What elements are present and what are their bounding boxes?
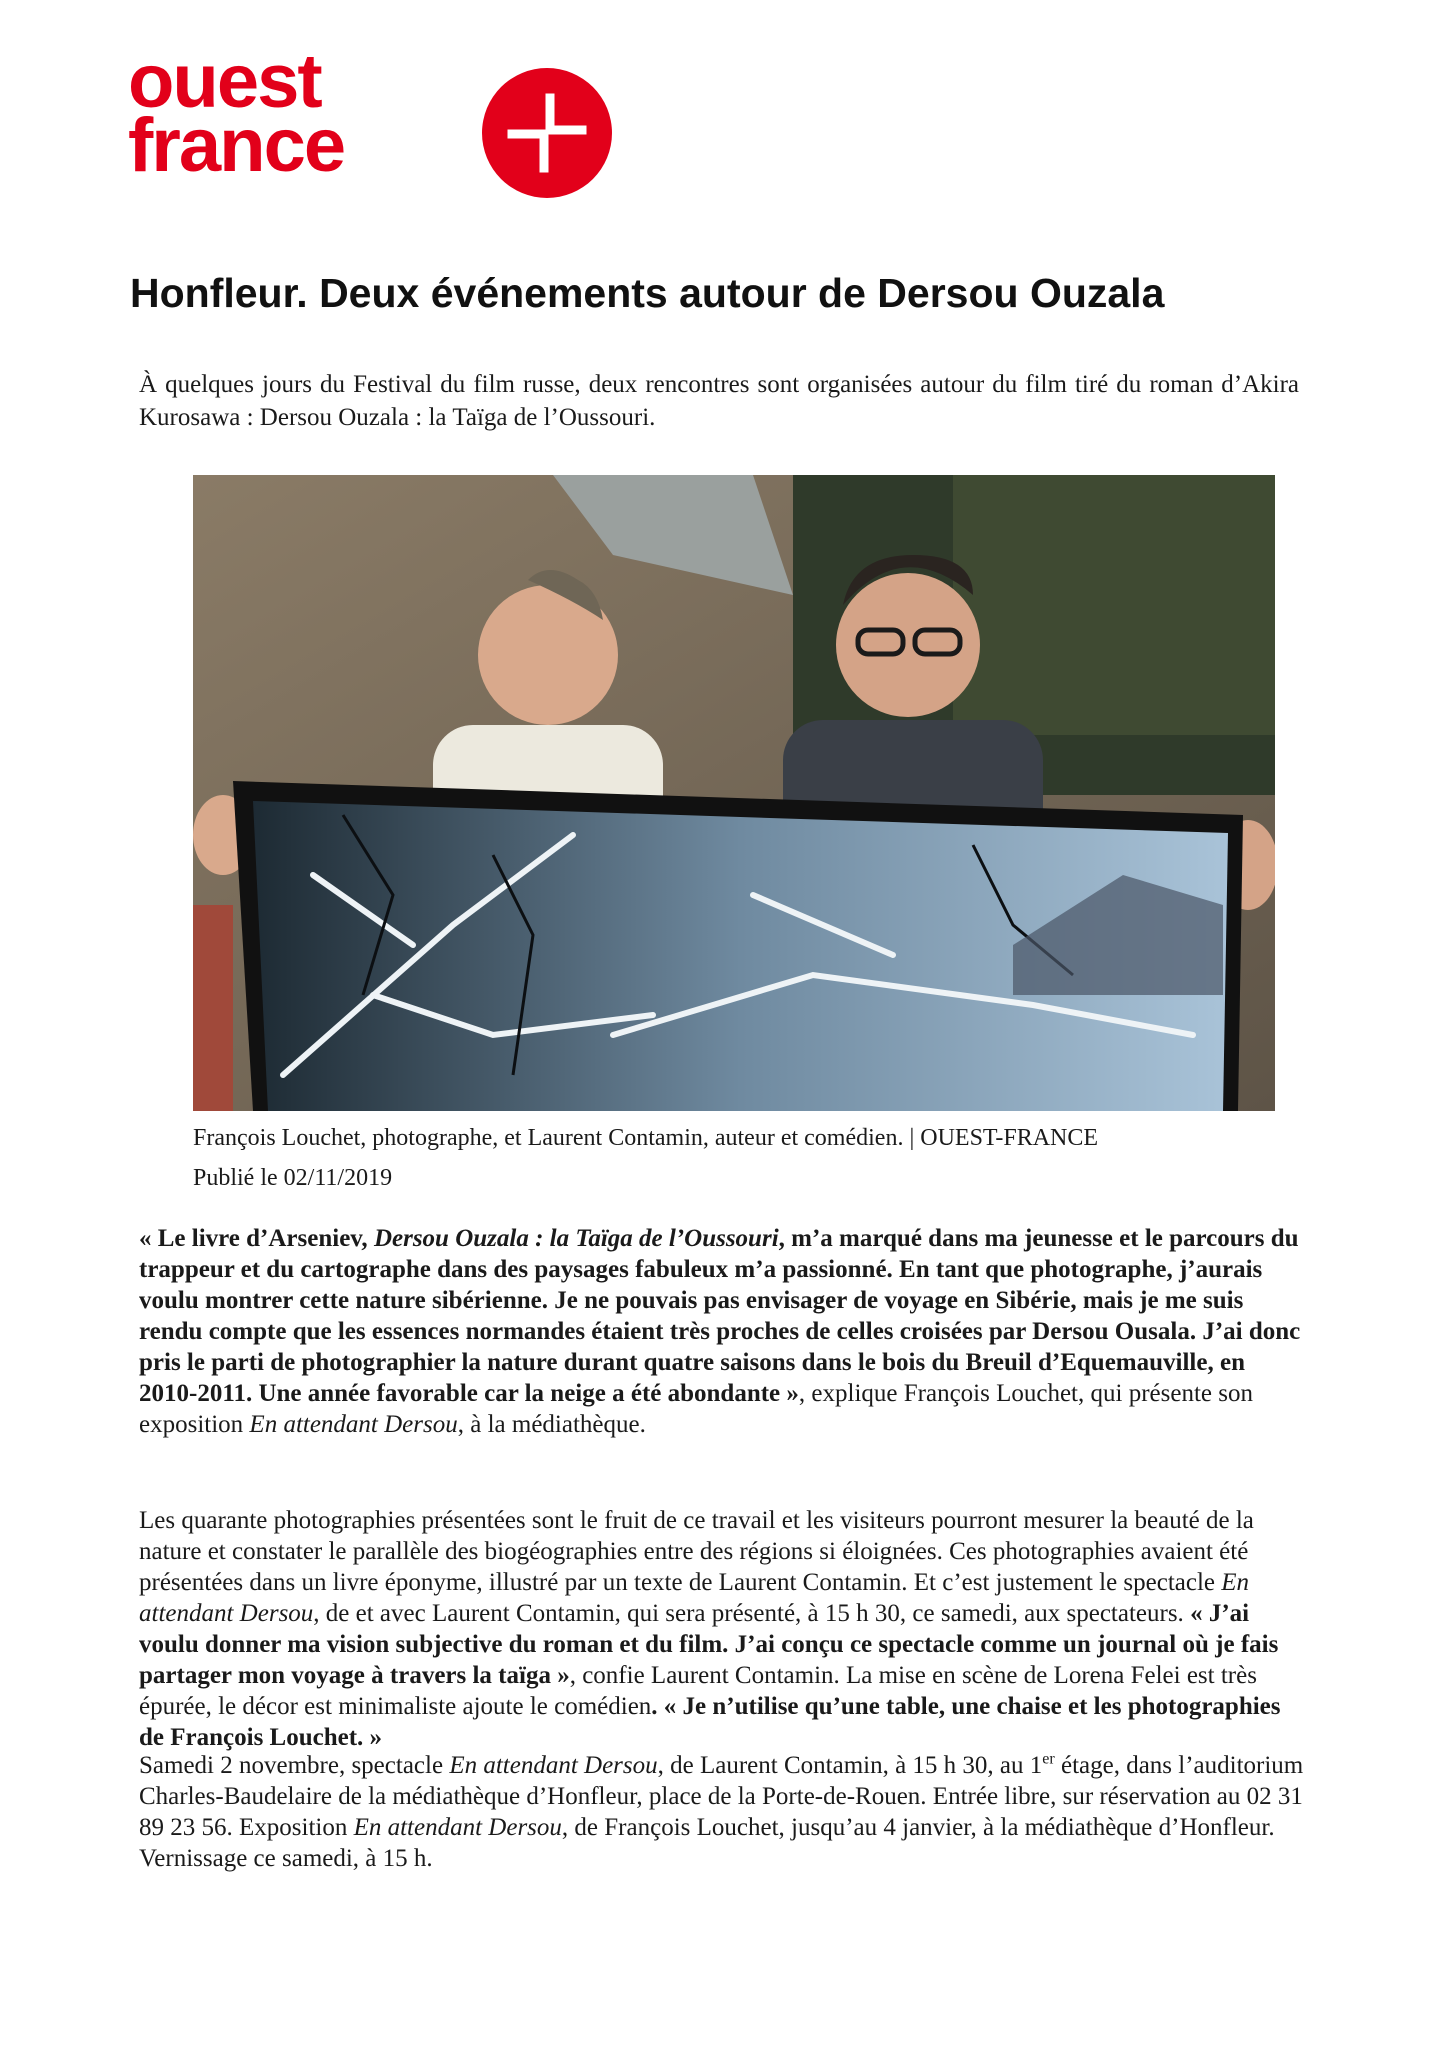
quote-open: « Le livre d’Arseniev, [139, 1225, 374, 1252]
paragraph-end: , à la médiathèque. [457, 1411, 646, 1438]
article-paragraph-3 [139, 1750, 1305, 1874]
ordinal-suffix: er [1042, 1750, 1055, 1768]
attribution: , explique François Louchet, qui présente son exposition [139, 1380, 1253, 1438]
p3-show-title: En attendant Dersou [449, 1752, 658, 1779]
p2-quote-2: . « Je n’utilise qu’une table, une chaise et les photographies de François Louchet. » [139, 1693, 1281, 1751]
exhibition-title: En attendant Dersou [249, 1411, 458, 1438]
show-title: En attendant Dersou [139, 1569, 1250, 1627]
p3-text-b: , de Laurent Contamin, à 15 h 30, au 1 [657, 1752, 1043, 1779]
p2-text-b: , de et avec Laurent Contamin, qui sera présenté, à 15 h 30, ce samedi, aux spectateurs. [313, 1600, 1191, 1627]
p3-text-a: Samedi 2 novembre, spectacle [139, 1752, 450, 1779]
article-lede: À quelques jours du Festival du film russe, deux rencontres sont organisées autour du film tiré du roman d’Akira Kurosawa : Dersou Ouzala : la Taïga de l’Oussouri. [139, 371, 1299, 431]
p2-quote-1: « J’ai voulu donner ma vision subjective du roman et du film. J’ai conçu ce spectacle comme un journal où je fais partager mon voyage à travers la taïga » [139, 1600, 1279, 1689]
p3-exhibition-title: En attendant Dersou [353, 1814, 562, 1841]
logo-red-disc-icon [482, 68, 612, 198]
book-title: Dersou Ouzala : la Taïga de l’Oussouri [373, 1225, 779, 1252]
article-title: Honfleur. Deux événements autour de Dersou Ouzala [130, 270, 1165, 316]
logo-line-2: france [128, 103, 345, 188]
logo-line-1: ouest [128, 39, 321, 124]
p3-text-d: , de François Louchet, jusqu’au 4 janvier, à la médiathèque d’Honfleur. Vernissage ce samedi, à 15 h. [139, 1814, 1275, 1872]
article-paragraph-2 [139, 1505, 1305, 1753]
p3-text-c: étage, dans l’auditorium Charles-Baudelaire de la médiathèque d’Honfleur, place de la Porte-de-Rouen. Entrée libre, sur réservation au 02 31 89 23 56. Exposition [139, 1752, 1304, 1841]
p2-text-a: Les quarante photographies présentées sont le fruit de ce travail et les visiteurs pourront mesurer la beauté de la nature et constater le parallèle des biogéographies entre des régions si éloignées. Ces photographies avaient été présentées dans un livre éponyme, illustré par un texte de Laurent Contamin. Et c’est justement le spectacle [139, 1507, 1254, 1596]
article-photo [193, 475, 1275, 1111]
logo-wordmark [128, 39, 345, 188]
quote-rest: , m’a marqué dans ma jeunesse et le parcours du trappeur et du cartographe dans des paysages fabuleux m’a passionné. En tant que photographe, j’aurais voulu montrer cette nature sibérienne. Je ne pouvais pas envisager de voyage en Sibérie, mais je me suis rendu compte que les essences normandes étaient très proches de celles croisées par Dersou Ousala. J’ai donc pris le parti de photographier la nature durant quatre saisons dans le bois du Breuil d’Equemauville, en 2010-2011. Une année favorable car la neige a été abondante » [139, 1225, 1301, 1407]
ouest-france-logo [128, 39, 648, 220]
p2-text-c: , confie Laurent Contamin. La mise en scène de Lorena Felei est très épurée, le décor est minimaliste ajoute le comédien [139, 1662, 1257, 1720]
article-paragraph-1 [139, 1223, 1305, 1440]
photo-caption: François Louchet, photographe, et Laurent Contamin, auteur et comédien. | OUEST-FRANCE [193, 1125, 1099, 1151]
publication-date: Publié le 02/11/2019 [193, 1165, 393, 1191]
